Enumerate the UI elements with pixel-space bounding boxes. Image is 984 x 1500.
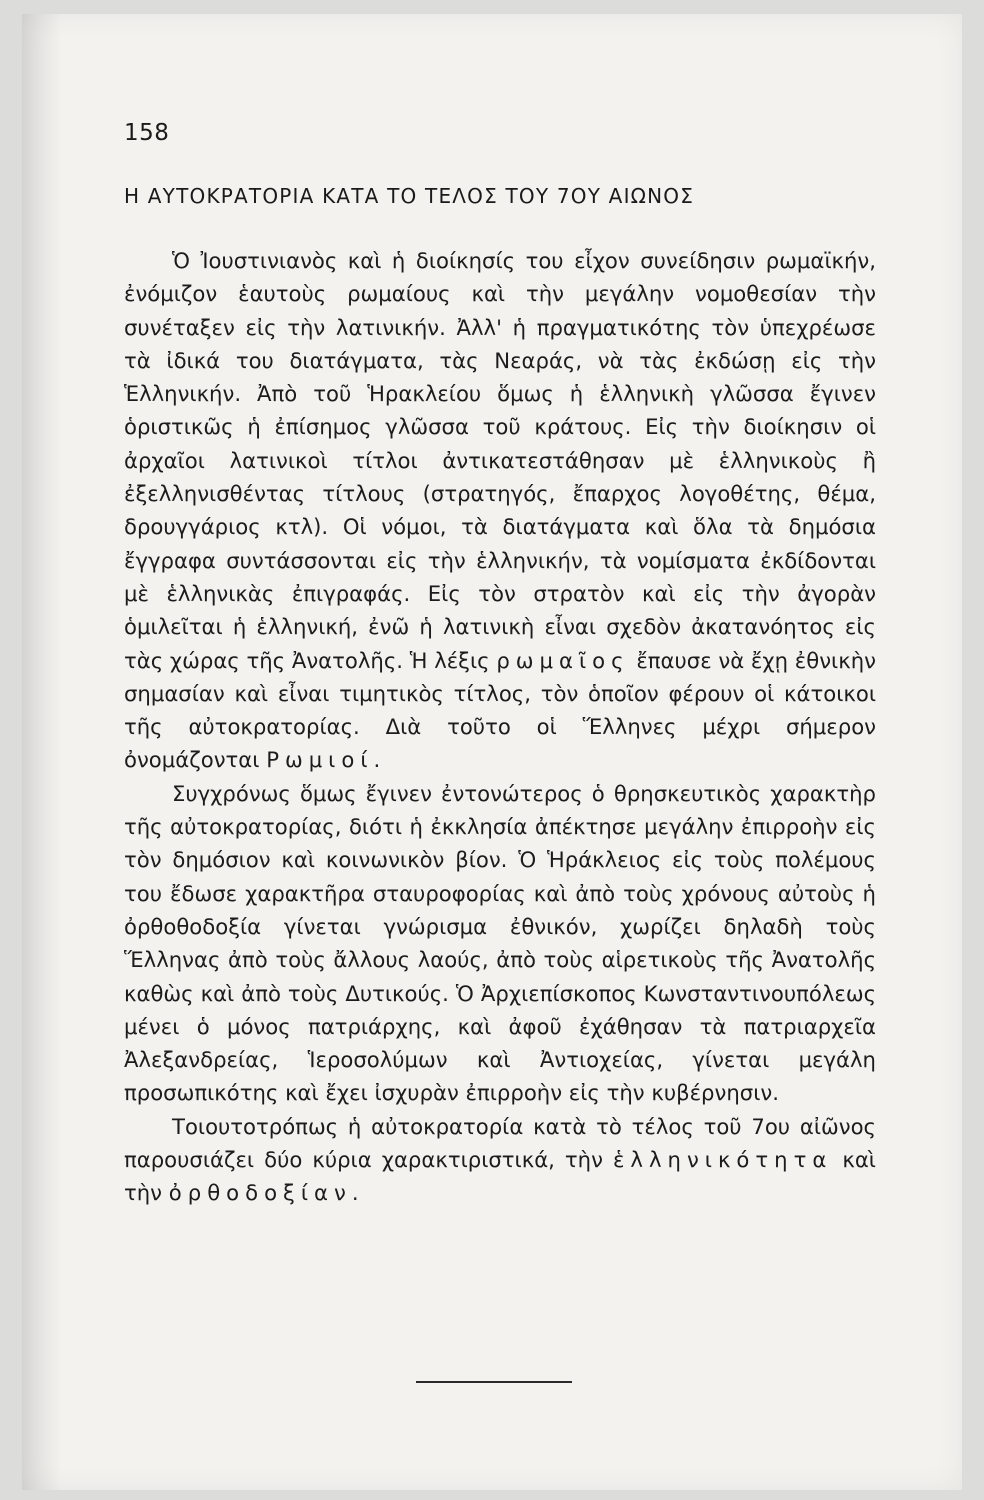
paragraph-3-text-a: Τοιουτοτρόπως ἡ αὐτοκρατορία κατὰ τὸ τέλος τοῦ 7ου αἰῶνος παρουσιάζει δύο κύρια χαρακτιριστικά, τὴν	[124, 1113, 876, 1173]
running-head: Η ΑΥΤΟΚΡΑΤΟΡΙΑ ΚΑΤΑ ΤΟ ΤΕΛΟΣ ΤΟΥ 7ΟΥ ΑΙΩΝΟΣ	[124, 184, 695, 208]
text-body	[124, 244, 876, 1210]
spine-shadow	[22, 14, 62, 1490]
section-end-rule	[416, 1381, 572, 1383]
page-number: 158	[124, 120, 170, 146]
paragraph-2: Συγχρόνως ὅμως ἔγινεν ἐντονώτερος ὁ θρησκευτικὸς χαρακτὴρ τῆς αὐτοκρατορίας, διότι ἡ ἐκκλησία ἀπέκτησε μεγάλην ἐπιρροὴν εἰς τὸν δημόσιον καὶ κοινωνικὸν βίον. Ὁ Ἡράκλειος εἰς τοὺς πολέμους του ἔδωσε χαρακτῆρα σταυροφορίας καὶ ἀπὸ τοὺς χρόνους αὐτοὺς ἡ ὀρθοθοδοξία γίνεται γνώρισμα ἐθνικόν, χωρίζει δηλαδὴ τοὺς Ἕλληνας ἀπὸ τοὺς ἄλλους λαούς, ἀπὸ τοὺς αἱρετικοὺς τῆς Ἀνατολῆς καθὼς καὶ ἀπὸ τοὺς Δυτικούς. Ὁ Ἀρχιεπίσκοπος Κωνσταντινουπόλεως μένει ὁ μόνος πατριάρχης, καὶ ἀφοῦ ἐχάθησαν τὰ πατριαρχεῖα Ἀλεξανδρείας, Ἱεροσολύμων καὶ Ἀντιοχείας, γίνεται μεγάλη προσωπικότης καὶ ἔχει ἰσχυρὰν ἐπιρροὴν εἰς τὴν κυβέρνησιν.	[124, 780, 876, 1106]
paragraph-1-text-b: ἔπαυσε νὰ ἔχῃ ἐθνικὴν σημασίαν καὶ εἶναι τιμητικὸς τίτλος, τὸν ὁποῖον φέρουν οἱ κάτοικοι τῆς αὐτοκρατορίας. Διὰ τοῦτο οἱ Ἕλληνες μέχρι σήμερον ὀνομάζονται	[124, 647, 876, 773]
emphasized-word-orthodoxia: ὀρθοδοξίαν	[168, 1180, 352, 1206]
paragraph-3	[124, 1110, 876, 1210]
emphasized-word-ellinikotita: ἑλληνικότητα	[612, 1147, 833, 1173]
paragraph-1	[124, 244, 876, 777]
emphasized-word-romaios: ρωμαῖος	[496, 647, 630, 673]
paragraph-1-text-a: Ὁ Ἰουστινιανὸς καὶ ἡ διοίκησίς του εἶχον συνείδησιν ρωμαϊκήν, ἐνόμιζον ἑαυτοὺς ρωμαίους καὶ τὴν μεγάλην νομοθεσίαν τὴν συνέταξεν εἰς τὴν λατινικήν. Ἀλλ' ἡ πραγματικότης τὸν ὑπεχρέωσε τὰ ἰδικά του διατάγματα, τὰς Νεαράς, νὰ τὰς ἐκδώσῃ εἰς τὴν Ἑλληνικήν. Ἀπὸ τοῦ Ἡρακλείου ὅμως ἡ ἑλληνικὴ γλῶσσα ἔγινεν ὁριστικῶς ἡ ἐπίσημος γλῶσσα τοῦ κράτους. Εἰς τὴν διοίκησιν οἱ ἀρχαῖοι λατινικοὶ τίτλοι ἀντικατεστάθησαν μὲ ἑλληνικοὺς ἢ ἐξελληνισθέντας τίτλους (στρατηγός, ἔπαρχος λογοθέτης, θέμα, δρουγγάριος κτλ). Οἱ νόμοι, τὰ διατάγματα καὶ ὅλα τὰ δημόσια ἔγγραφα συντάσσονται εἰς τὴν ἑλληνικήν, τὰ νομίσματα ἐκδίδονται μὲ ἑλληνικὰς ἐπιγραφάς. Εἰς τὸν στρατὸν καὶ εἰς τὴν ἀγορὰν ὁμιλεῖται ἡ ἑλληνική, ἐνῶ ἡ λατινικὴ εἶναι σχεδὸν ἀκατανόητος εἰς τὰς χώρας τῆς Ἀνατολῆς. Ἡ λέξις	[124, 248, 876, 673]
paragraph-3-text-c: .	[351, 1180, 359, 1206]
paragraph-3-text-b: καὶ τὴν	[124, 1147, 876, 1206]
paragraph-1-text-c: .	[373, 747, 381, 773]
emphasized-word-romioi: Ρωμιοί	[266, 747, 374, 773]
